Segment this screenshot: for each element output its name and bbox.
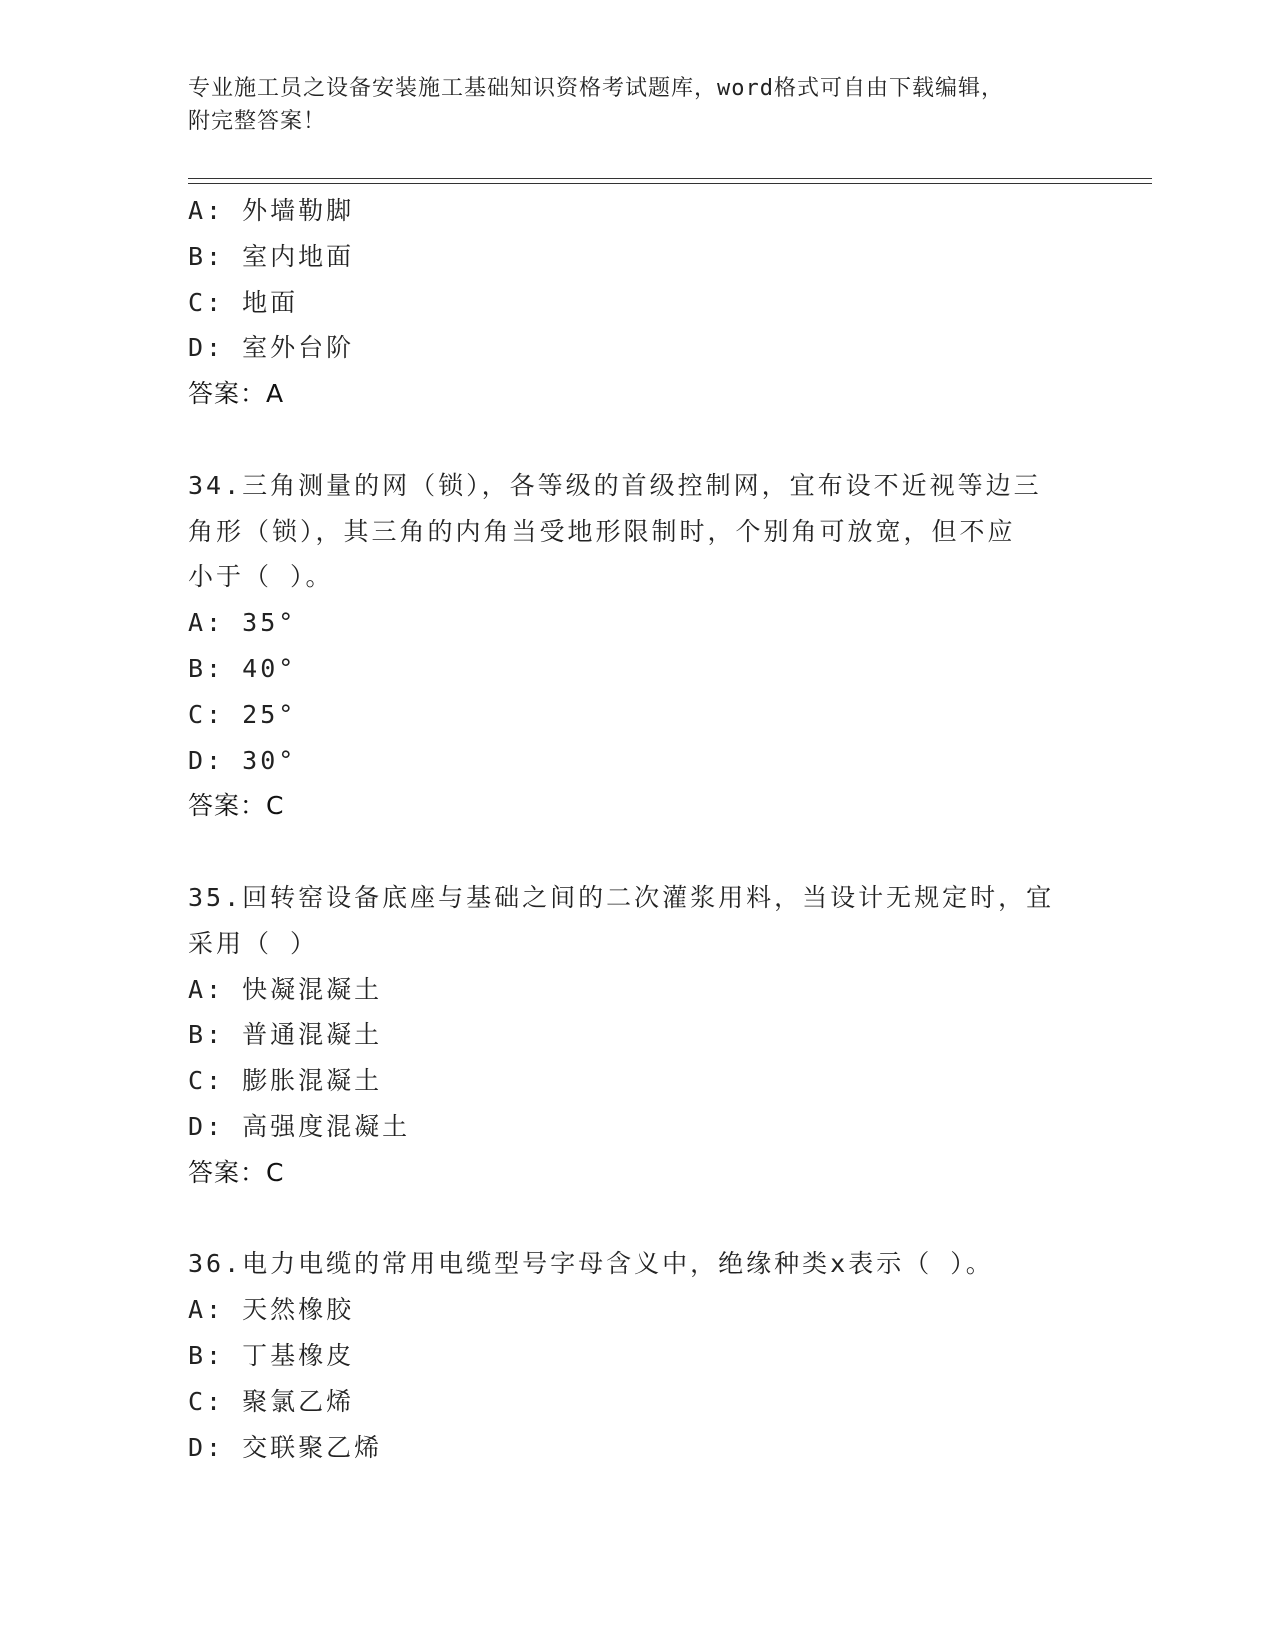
header-divider-top bbox=[188, 178, 1152, 179]
option-b: B: 丁基橡皮 bbox=[188, 1340, 355, 1370]
option-d: D: 高强度混凝土 bbox=[188, 1111, 411, 1141]
header-line-1: 专业施工员之设备安装施工基础知识资格考试题库，word格式可自由下载编辑， bbox=[188, 76, 1004, 101]
question-34 bbox=[188, 463, 1088, 829]
option-c: C: 膨胀混凝土 bbox=[188, 1066, 383, 1096]
question-stem-line: 36.电力电缆的常用电缆型号字母含义中，绝缘种类x表示（ ）。 bbox=[188, 1249, 994, 1279]
question-list bbox=[188, 188, 1088, 1470]
question-stem-line: 角形（锁），其三角的内角当受地形限制时，个别角可放宽，但不应 bbox=[188, 516, 1016, 546]
spacer bbox=[188, 417, 1088, 463]
option-a: A: 天然橡胶 bbox=[188, 1295, 355, 1325]
option-d: D: 交联聚乙烯 bbox=[188, 1432, 383, 1462]
question-stem-line: 小于（ ）。 bbox=[188, 562, 334, 592]
prev-question-block bbox=[188, 188, 1088, 417]
option-b: B: 40° bbox=[188, 653, 297, 683]
option-a: A: 外墙勒脚 bbox=[188, 196, 355, 225]
option-c: C: 聚氯乙烯 bbox=[188, 1386, 355, 1416]
header-line-2: 附完整答案！ bbox=[188, 109, 327, 134]
spacer bbox=[188, 829, 1088, 875]
spacer bbox=[188, 1196, 1088, 1242]
answer-line: 答案：A bbox=[188, 379, 285, 409]
option-a: A: 35° bbox=[188, 608, 297, 638]
question-stem-line: 35.回转窑设备底座与基础之间的二次灌浆用料，当设计无规定时，宜 bbox=[188, 882, 1055, 912]
header-divider-bottom bbox=[188, 183, 1152, 184]
question-36 bbox=[188, 1241, 1088, 1470]
option-d: D: 30° bbox=[188, 745, 297, 775]
option-b: B: 普通混凝土 bbox=[188, 1020, 383, 1050]
option-a: A: 快凝混凝土 bbox=[188, 974, 383, 1004]
question-35 bbox=[188, 875, 1088, 1196]
option-d: D: 室外台阶 bbox=[188, 333, 355, 363]
question-stem-line: 34.三角测量的网（锁），各等级的首级控制网，宜布设不近视等边三 bbox=[188, 470, 1042, 500]
question-stem-line: 采用（ ） bbox=[188, 928, 319, 958]
answer-line: 答案：C bbox=[188, 1157, 285, 1187]
option-b: B: 室内地面 bbox=[188, 241, 355, 271]
document-header bbox=[188, 72, 1088, 138]
answer-line: 答案：C bbox=[188, 791, 285, 821]
option-c: C: 地面 bbox=[188, 287, 299, 317]
option-c: C: 25° bbox=[188, 699, 297, 729]
